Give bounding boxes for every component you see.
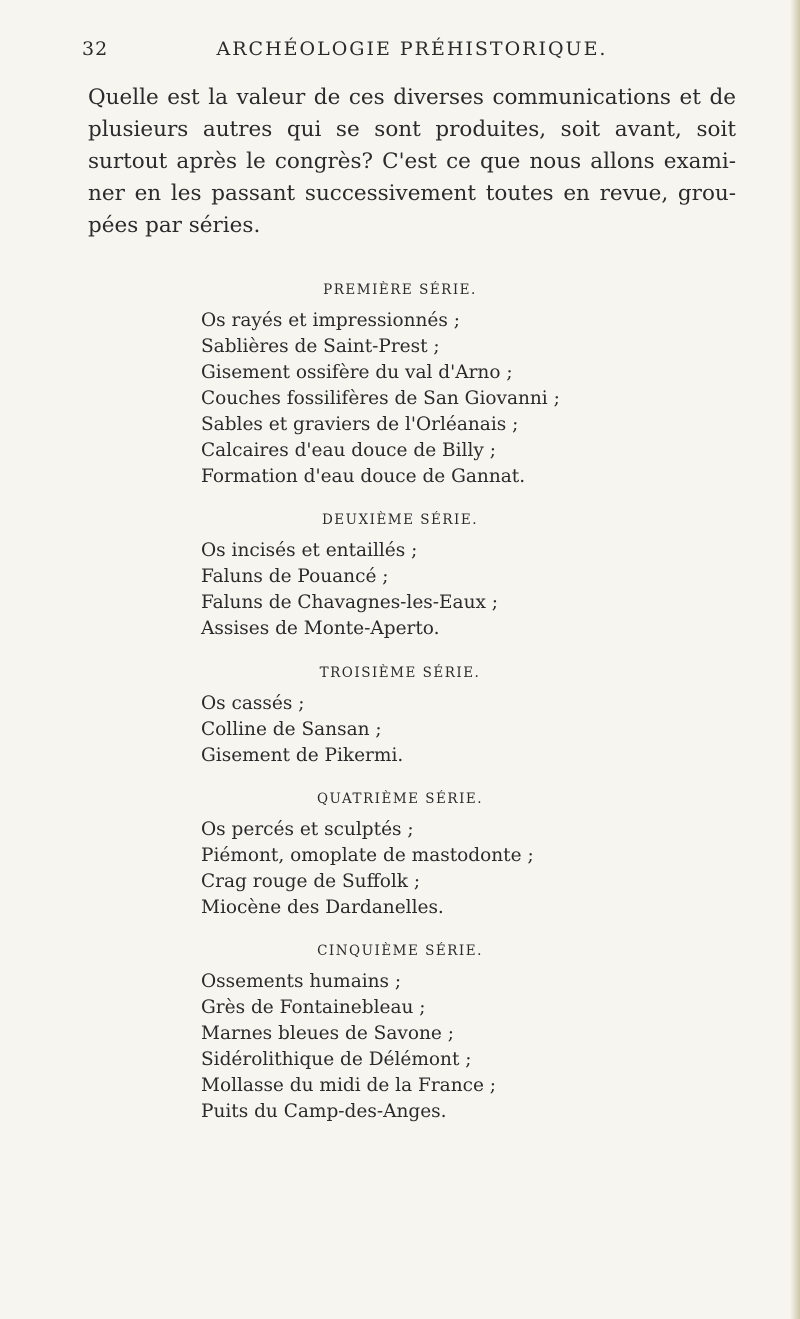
section-title: CINQUIÈME SÉRIE. — [317, 943, 483, 959]
list-item: Os incisés et entaillés ; — [201, 540, 418, 561]
list-item: Puits du Camp-des-Anges. — [201, 1101, 447, 1122]
list-item: Ossements humains ; — [201, 971, 402, 992]
running-title: ARCHÉOLOGIE PRÉHISTORIQUE. — [216, 38, 608, 60]
section-items — [201, 538, 761, 642]
section-items — [201, 308, 761, 490]
list-item: Mollasse du midi de la France ; — [201, 1075, 497, 1096]
list-item: Colline de Sansan ; — [201, 719, 382, 740]
page-number: 32 — [82, 38, 109, 60]
list-item: Piémont, omoplate de mastodonte ; — [201, 845, 534, 866]
section-title: TROISIÈME SÉRIE. — [319, 665, 481, 681]
list-item: Sidérolithique de Délémont ; — [201, 1049, 472, 1070]
list-item: Formation d'eau douce de Gannat. — [201, 466, 526, 487]
list-item: Marnes bleues de Savone ; — [201, 1023, 454, 1044]
list-item: Gisement ossifère du val d'Arno ; — [201, 362, 513, 383]
page-header — [82, 38, 742, 62]
section-items — [201, 969, 761, 1125]
list-item: Os cassés ; — [201, 693, 305, 714]
list-item: Couches fossilifères de San Giovanni ; — [201, 388, 560, 409]
list-item: Faluns de Pouancé ; — [201, 566, 389, 587]
list-item: Os rayés et impressionnés ; — [201, 310, 460, 331]
section-title: PREMIÈRE SÉRIE. — [323, 282, 477, 298]
list-item: Sables et graviers de l'Orléanais ; — [201, 414, 519, 435]
list-item: Assises de Monte-Aperto. — [201, 618, 440, 639]
page-edge — [790, 0, 800, 1319]
section-title: DEUXIÈME SÉRIE. — [321, 512, 479, 528]
intro-paragraph: Quelle est la valeur de ces diverses communications et de plusieurs autres qui se sont produites, soit avant, soit surtout après le congrès? C'est ce que nous allons exami-ner en les passant successivement toutes en revue, grou-pées par séries. — [88, 85, 736, 238]
section-items — [201, 817, 761, 921]
list-item: Miocène des Dardanelles. — [201, 897, 444, 918]
list-item: Grès de Fontainebleau ; — [201, 997, 426, 1018]
list-item: Faluns de Chavagnes-les-Eaux ; — [201, 592, 499, 613]
list-item: Calcaires d'eau douce de Billy ; — [201, 440, 496, 461]
list-item: Crag rouge de Suffolk ; — [201, 871, 421, 892]
list-item: Os percés et sculptés ; — [201, 819, 414, 840]
section-items — [201, 691, 761, 769]
list-item: Sablières de Saint-Prest ; — [201, 336, 440, 357]
section-title: QUATRIÈME SÉRIE. — [316, 791, 484, 807]
list-item: Gisement de Pikermi. — [201, 745, 404, 766]
